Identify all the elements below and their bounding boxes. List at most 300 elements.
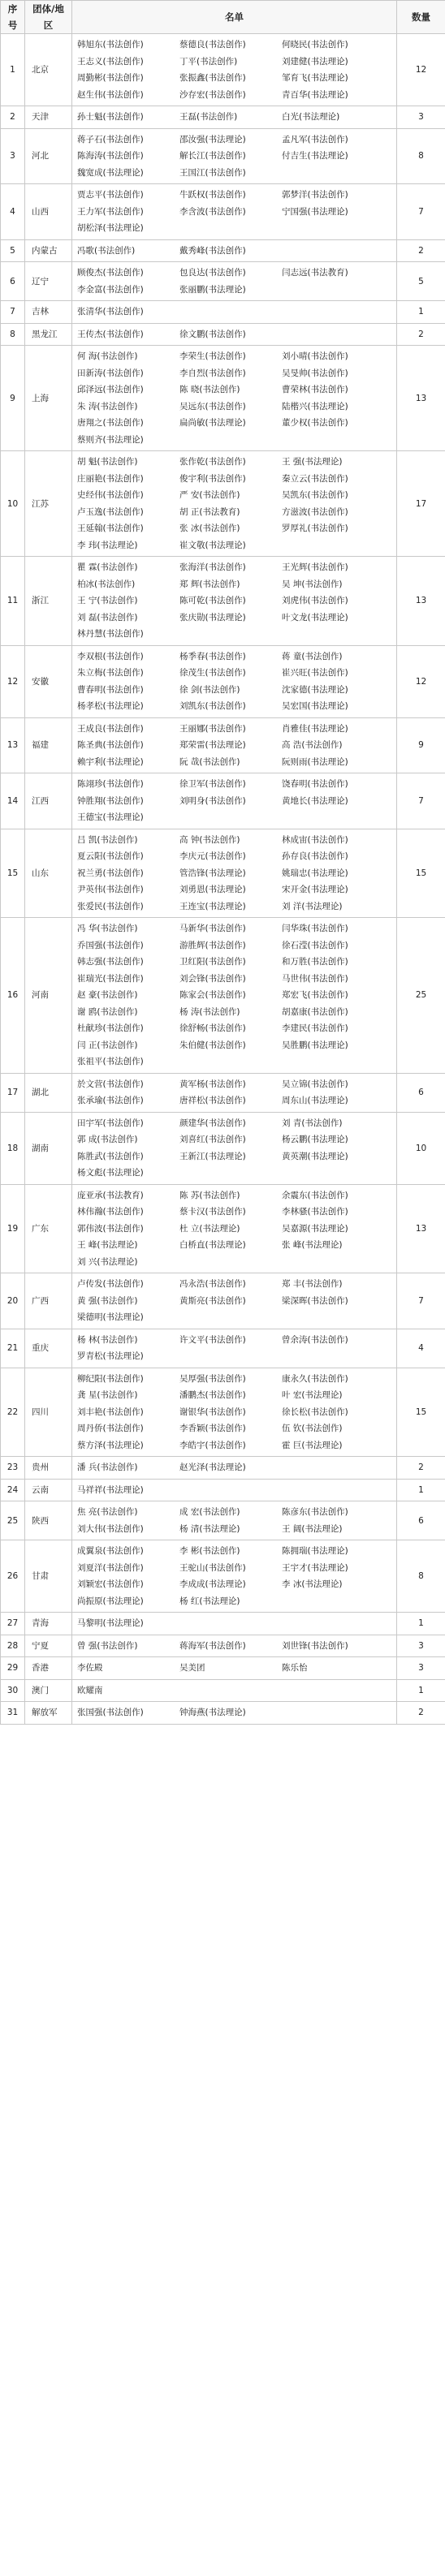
row-count: 3 — [397, 1635, 445, 1657]
member-name: 郭 成(书法创作) — [77, 1135, 138, 1144]
row-count: 1 — [397, 1613, 445, 1635]
table-row — [1, 1540, 445, 1613]
member-name: 卢玉逸(书法创作) — [77, 506, 144, 517]
row-count: 2 — [397, 1702, 445, 1725]
member-name: 陈拥瑞(书法理论) — [282, 1546, 348, 1556]
member-name: 李自烈(书法创作) — [179, 368, 246, 378]
row-count: 2 — [397, 323, 445, 346]
member-name: 白桥直(书法理论) — [179, 1240, 246, 1250]
member-name: 曾余涛(书法创作) — [282, 1334, 348, 1345]
member-name: 刘小晴(书法创作) — [282, 351, 348, 361]
member-name: 张作乾(书法创作) — [179, 457, 246, 467]
member-name: 余震东(书法创作) — [282, 1190, 348, 1200]
member-name: 李庆元(书法创作) — [179, 851, 246, 861]
row-names — [72, 773, 397, 829]
row-number: 30 — [1, 1679, 25, 1702]
row-number: 25 — [1, 1501, 25, 1540]
table-row — [1, 1479, 445, 1501]
row-number: 20 — [1, 1273, 25, 1329]
member-name: 蔡德良(书法创作) — [179, 40, 246, 50]
row-region: 上海 — [25, 346, 72, 451]
row-number: 9 — [1, 346, 25, 451]
row-number: 15 — [1, 829, 25, 918]
member-name: 蔡则齐(书法理论) — [77, 434, 144, 445]
member-name: 叶 宏(书法理论) — [282, 1390, 343, 1400]
row-count: 17 — [397, 451, 445, 557]
member-name: 王丽娜(书法创作) — [179, 723, 246, 734]
row-number: 17 — [1, 1073, 25, 1112]
row-names — [72, 1635, 397, 1657]
row-count: 5 — [397, 262, 445, 301]
member-name: 张丽鹏(书法理论) — [179, 284, 246, 295]
member-name: 乔国强(书法创作) — [77, 940, 144, 950]
row-region: 北京 — [25, 34, 72, 106]
member-name: 董少权(书法创作) — [282, 418, 348, 428]
row-count: 8 — [397, 1540, 445, 1613]
member-name: 杜献珍(书法创作) — [77, 1023, 144, 1033]
row-number: 3 — [1, 128, 25, 184]
member-name: 陈可乾(书法创作) — [179, 596, 246, 605]
member-name: 柏冰(书法创作) — [77, 579, 136, 589]
header-row — [1, 1, 445, 34]
row-region: 湖北 — [25, 1073, 72, 1112]
row-count: 6 — [397, 1501, 445, 1540]
member-name: 冯歌(书法创作) — [77, 245, 136, 256]
member-name: 王成良(书法创作) — [77, 723, 144, 734]
header-region: 团体/地区 — [25, 1, 72, 34]
member-name: 潘鹏杰(书法创作) — [179, 1390, 246, 1400]
row-region: 云南 — [25, 1479, 72, 1501]
row-region: 广西 — [25, 1273, 72, 1329]
member-name: 徐长松(书法创作) — [282, 1406, 348, 1417]
member-name: 谢 鸥(书法创作) — [77, 1006, 138, 1017]
member-name: 王新江(书法理论) — [179, 1151, 246, 1161]
member-name: 杨孝松(书法理论) — [77, 701, 144, 711]
member-name: 钟海燕(书法理论) — [179, 1708, 246, 1717]
row-names — [72, 1679, 397, 1702]
member-name: 赖宇利(书法理论) — [77, 756, 144, 767]
member-name: 陈胜武(书法创作) — [77, 1151, 144, 1161]
member-name: 谢银华(书法创作) — [179, 1406, 246, 1417]
member-name: 马世伟(书法创作) — [282, 973, 348, 984]
member-name: 徐文鹏(书法创作) — [179, 329, 246, 339]
row-names — [72, 346, 397, 451]
member-name: 崔兴旺(书法创作) — [282, 668, 348, 678]
member-name: 成 宏(书法创作) — [179, 1507, 240, 1517]
row-names — [72, 323, 397, 346]
member-name: 张振鑫(书法创作) — [179, 73, 246, 83]
member-name: 杨云鹏(书法理论) — [282, 1135, 348, 1144]
member-name: 卢传发(书法创作) — [77, 1279, 144, 1289]
row-region: 黑龙江 — [25, 323, 72, 346]
member-name: 吴宏国(书法理论) — [282, 701, 348, 711]
member-name: 阮则雨(书法理论) — [282, 756, 348, 767]
table-row — [1, 301, 445, 324]
table-row — [1, 184, 445, 240]
row-number: 18 — [1, 1112, 25, 1184]
member-name: 王 宁(书法创作) — [77, 596, 138, 605]
member-name: 解长江(书法创作) — [179, 151, 246, 161]
member-name: 成翼泉(书法创作) — [77, 1546, 144, 1556]
member-name: 胡嘉康(书法创作) — [282, 1006, 348, 1017]
member-name: 陆楷兴(书法理论) — [282, 401, 348, 411]
member-name: 包良达(书法创作) — [179, 268, 246, 278]
member-name: 赵 豪(书法创作) — [77, 990, 138, 1000]
member-name: 焦 亮(书法创作) — [77, 1507, 138, 1517]
row-count: 1 — [397, 301, 445, 324]
table-row — [1, 34, 445, 106]
member-name: 李双根(书法创作) — [77, 651, 144, 661]
table-row — [1, 773, 445, 829]
member-name: 李 玮(书法理论) — [77, 540, 138, 550]
member-name: 周东山(书法理论) — [282, 1096, 348, 1105]
member-name: 马新华(书法创作) — [179, 924, 246, 933]
row-number: 2 — [1, 106, 25, 129]
member-name: 杜 立(书法理论) — [179, 1223, 240, 1234]
member-name: 蒋子石(书法创作) — [77, 134, 144, 144]
member-name: 蒋 童(书法创作) — [282, 651, 343, 661]
member-name: 钟胜翔(书法创作) — [77, 795, 144, 806]
member-name: 马祥祥(书法理论) — [77, 1484, 144, 1495]
member-name: 丁平(书法创作) — [179, 56, 238, 67]
member-name: 徐卫军(书法创作) — [179, 779, 246, 789]
member-name: 叶文龙(书法理论) — [282, 612, 348, 622]
row-names — [72, 1368, 397, 1457]
member-name: 俊宇利(书法创作) — [179, 473, 246, 484]
row-names — [72, 106, 397, 129]
row-region: 澳门 — [25, 1679, 72, 1702]
member-name: 青百华(书法理论) — [282, 89, 348, 100]
row-region: 天津 — [25, 106, 72, 129]
member-name: 陈乐怡 — [282, 1663, 308, 1673]
member-name: 庞亚承(书法教育) — [77, 1190, 144, 1200]
row-count: 12 — [397, 34, 445, 106]
member-name: 姚瑞忠(书法理论) — [282, 868, 348, 878]
row-names — [72, 1184, 397, 1273]
member-name: 田宇军(书法创作) — [77, 1118, 144, 1128]
member-name: 张国强(书法创作) — [77, 1708, 144, 1717]
member-name: 孙士魁(书法创作) — [77, 112, 144, 122]
table-row — [1, 106, 445, 129]
row-count: 25 — [397, 918, 445, 1074]
table-row — [1, 262, 445, 301]
row-region: 辽宁 — [25, 262, 72, 301]
member-name: 贾志平(书法创作) — [77, 190, 144, 200]
row-count: 8 — [397, 128, 445, 184]
row-number: 26 — [1, 1540, 25, 1613]
row-names — [72, 128, 397, 184]
member-name: 王连宝(书法理论) — [179, 901, 246, 911]
member-name: 蒋海军(书法创作) — [179, 1640, 246, 1651]
member-name: 何晓民(书法创作) — [282, 40, 348, 50]
member-name: 郑 丰(书法创作) — [282, 1279, 343, 1289]
member-name: 高 钟(书法创作) — [179, 834, 240, 845]
row-region: 浙江 — [25, 557, 72, 646]
row-names — [72, 1273, 397, 1329]
member-name: 闫 正(书法创作) — [77, 1040, 138, 1050]
row-number: 16 — [1, 918, 25, 1074]
member-name: 陈 晓(书法创作) — [179, 385, 240, 394]
member-name: 黄英潮(书法理论) — [282, 1151, 348, 1161]
member-name: 李香颖(书法创作) — [179, 1424, 246, 1433]
member-name: 李皓宇(书法创作) — [179, 1440, 246, 1450]
member-name: 饶春明(书法创作) — [282, 779, 348, 789]
member-name: 杨 林(书法创作) — [77, 1334, 138, 1345]
row-region: 山西 — [25, 184, 72, 240]
member-name: 刘 磊(书法创作) — [77, 612, 138, 622]
row-region: 安徽 — [25, 645, 72, 717]
row-number: 13 — [1, 717, 25, 773]
member-name: 尹英伟(书法创作) — [77, 885, 144, 894]
member-name: 和万胜(书法创作) — [282, 957, 348, 967]
header-names: 名单 — [72, 1, 397, 34]
row-number: 11 — [1, 557, 25, 646]
table-row — [1, 1457, 445, 1480]
row-count: 6 — [397, 1073, 445, 1112]
table-row — [1, 717, 445, 773]
member-name: 刘建健(书法理论) — [282, 56, 348, 67]
member-name: 郑荣雷(书法理论) — [179, 740, 246, 750]
row-region: 甘肃 — [25, 1540, 72, 1613]
row-names — [72, 918, 397, 1074]
row-names — [72, 1112, 397, 1184]
member-name: 夏云阳(书法创作) — [77, 851, 144, 861]
member-name: 梁德明(书法理论) — [77, 1312, 144, 1322]
member-name: 朱伯健(书法创作) — [179, 1040, 246, 1050]
member-name: 於文营(书法创作) — [77, 1079, 144, 1089]
row-count: 3 — [397, 106, 445, 129]
member-name: 杨 红(书法理论) — [179, 1596, 240, 1606]
member-name: 刘明身(书法创作) — [179, 795, 246, 806]
member-name: 庄丽艳(书法创作) — [77, 473, 144, 484]
member-name: 卫红阳(书法创作) — [179, 957, 246, 967]
row-region: 陕西 — [25, 1501, 72, 1540]
member-name: 罗青松(书法理论) — [77, 1351, 144, 1361]
row-names — [72, 1329, 397, 1368]
member-name: 刘 洋(书法理论) — [282, 901, 343, 911]
row-names — [72, 1702, 397, 1725]
row-region: 广东 — [25, 1184, 72, 1273]
row-names — [72, 1540, 397, 1613]
member-name: 瞿 霖(书法创作) — [77, 562, 138, 572]
row-count: 13 — [397, 346, 445, 451]
member-name: 胡松泽(书法理论) — [77, 223, 144, 233]
member-name: 郭伟波(书法创作) — [77, 1223, 144, 1234]
member-name: 史经伟(书法创作) — [77, 490, 144, 500]
table-row — [1, 829, 445, 918]
member-name: 吴嘉源(书法理论) — [282, 1223, 348, 1234]
member-name: 周勤彬(书法创作) — [77, 73, 144, 83]
member-name: 王驼山(书法创作) — [179, 1562, 246, 1573]
member-name: 王宇才(书法理论) — [282, 1562, 348, 1573]
member-name: 冯永浩(书法创作) — [179, 1279, 246, 1289]
member-name: 胡 正(书法教育) — [179, 506, 240, 517]
row-count: 10 — [397, 1112, 445, 1184]
member-name: 马黎明(书法理论) — [77, 1618, 144, 1628]
member-name: 吴立锦(书法创作) — [282, 1079, 348, 1089]
table-row — [1, 1702, 445, 1725]
member-name: 陈海涛(书法创作) — [77, 151, 144, 161]
member-name: 方滋波(书法创作) — [282, 506, 348, 517]
row-names — [72, 645, 397, 717]
member-name: 王光辉(书法创作) — [282, 562, 348, 572]
row-names — [72, 717, 397, 773]
row-region: 河南 — [25, 918, 72, 1074]
row-region: 山东 — [25, 829, 72, 918]
member-name: 伍 钦(书法创作) — [282, 1424, 343, 1433]
row-count: 7 — [397, 773, 445, 829]
member-name: 刘夏洋(书法创作) — [77, 1562, 144, 1573]
member-name: 林伟瀚(书法创作) — [77, 1207, 144, 1217]
member-name: 孙存良(书法创作) — [282, 851, 348, 861]
member-name: 刘丰艳(书法创作) — [77, 1406, 144, 1417]
row-region: 重庆 — [25, 1329, 72, 1368]
member-name: 赵光泽(书法理论) — [179, 1462, 246, 1472]
row-names — [72, 239, 397, 262]
row-count: 12 — [397, 645, 445, 717]
member-name: 顾俊杰(书法创作) — [77, 268, 144, 278]
member-name: 张 冰(书法创作) — [179, 523, 240, 533]
member-name: 陈彦东(书法创作) — [282, 1507, 348, 1517]
member-name: 蔡方泽(书法理论) — [77, 1440, 144, 1450]
row-region: 河北 — [25, 128, 72, 184]
member-name: 李建民(书法创作) — [282, 1023, 348, 1033]
member-name: 李 彬(书法创作) — [179, 1546, 240, 1556]
row-region: 宁夏 — [25, 1635, 72, 1657]
member-name: 陈家会(书法创作) — [179, 990, 246, 1000]
member-name: 李林骚(书法创作) — [282, 1207, 348, 1217]
row-region: 江苏 — [25, 451, 72, 557]
member-name: 胡 魁(书法创作) — [77, 457, 138, 467]
member-name: 冯 华(书法创作) — [77, 924, 138, 933]
member-name: 王磊(书法创作) — [179, 112, 238, 122]
member-name: 尚振原(书法理论) — [77, 1596, 144, 1606]
member-name: 张庆勋(书法理论) — [179, 612, 246, 622]
row-number: 28 — [1, 1635, 25, 1657]
member-name: 李荣生(书法创作) — [179, 351, 246, 361]
row-number: 29 — [1, 1657, 25, 1680]
member-name: 王力军(书法创作) — [77, 206, 144, 217]
member-name: 李含波(书法创作) — [179, 206, 246, 217]
row-count: 15 — [397, 829, 445, 918]
member-name: 吴 坤(书法创作) — [282, 579, 343, 589]
table-row — [1, 1368, 445, 1457]
member-name: 王国江(书法创作) — [179, 167, 246, 178]
member-name: 孟凡军(书法创作) — [282, 134, 348, 144]
member-name: 林成宙(书法创作) — [282, 834, 348, 845]
member-name: 刘世锋(书法创作) — [282, 1640, 348, 1651]
row-number: 1 — [1, 34, 25, 106]
member-name: 杨季春(书法创作) — [179, 651, 246, 661]
member-name: 张清华(书法创作) — [77, 307, 144, 317]
row-count: 9 — [397, 717, 445, 773]
row-number: 10 — [1, 451, 25, 557]
header-no: 序号 — [1, 1, 25, 34]
row-number: 12 — [1, 645, 25, 717]
member-name: 闫志远(书法教育) — [282, 268, 348, 278]
member-name: 潘 兵(书法创作) — [77, 1462, 138, 1472]
member-name: 高 浩(书法创作) — [282, 740, 343, 750]
row-number: 6 — [1, 262, 25, 301]
row-region: 解放军 — [25, 1702, 72, 1725]
table-row — [1, 1501, 445, 1540]
member-name: 崔瑞光(书法创作) — [77, 973, 144, 984]
member-name: 刘颖宏(书法创作) — [77, 1579, 144, 1589]
row-count: 7 — [397, 184, 445, 240]
row-number: 19 — [1, 1184, 25, 1273]
member-name: 韩旭东(书法创作) — [77, 40, 144, 50]
row-names — [72, 451, 397, 557]
member-name: 周丹侨(书法创作) — [77, 1424, 144, 1433]
row-region: 内蒙古 — [25, 239, 72, 262]
table-row — [1, 918, 445, 1074]
member-name: 肖雅佳(书法理论) — [282, 723, 348, 734]
member-name: 白光(书法理论) — [282, 112, 340, 122]
member-name: 陈翊珍(书法创作) — [77, 779, 144, 789]
row-number: 24 — [1, 1479, 25, 1501]
row-count: 1 — [397, 1479, 445, 1501]
row-count: 7 — [397, 1273, 445, 1329]
member-name: 李 冰(书法理论) — [282, 1579, 343, 1589]
member-name: 张承瑜(书法创作) — [77, 1096, 144, 1105]
row-count: 13 — [397, 1184, 445, 1273]
member-name: 何 海(书法创作) — [77, 351, 138, 361]
member-name: 崔文敬(书法理论) — [179, 540, 246, 550]
member-name: 曾 强(书法创作) — [77, 1640, 138, 1651]
table-row — [1, 1635, 445, 1657]
table-body — [1, 34, 445, 1725]
member-name: 朱立梅(书法创作) — [77, 668, 144, 678]
member-name: 王 强(书法理论) — [282, 457, 343, 467]
member-name: 张海洋(书法创作) — [179, 562, 246, 572]
member-name: 黄 强(书法创作) — [77, 1295, 138, 1306]
member-name: 颜建华(书法创作) — [179, 1118, 246, 1128]
member-name: 吴厚强(书法创作) — [179, 1373, 246, 1384]
member-name: 刘会锋(书法创作) — [179, 973, 246, 984]
member-name: 王志义(书法创作) — [77, 56, 144, 67]
member-name: 郑 辉(书法创作) — [179, 579, 240, 589]
member-name: 管浩锋(书法理论) — [179, 868, 246, 878]
member-name: 王 阔(书法理论) — [282, 1523, 343, 1534]
row-count: 4 — [397, 1329, 445, 1368]
table-row — [1, 239, 445, 262]
member-name: 徐石滢(书法创作) — [282, 940, 348, 950]
row-names — [72, 829, 397, 918]
member-name: 邹育飞(书法理论) — [282, 73, 348, 83]
table-row — [1, 1679, 445, 1702]
table-row — [1, 323, 445, 346]
member-name: 曹荣林(书法创作) — [282, 385, 348, 394]
row-names — [72, 34, 397, 106]
row-count: 13 — [397, 557, 445, 646]
member-name: 唐祥松(书法创作) — [179, 1096, 246, 1105]
table-row — [1, 1657, 445, 1680]
row-region: 吉林 — [25, 301, 72, 324]
member-name: 韩志强(书法创作) — [77, 957, 144, 967]
member-name: 秦立云(书法创作) — [282, 473, 348, 484]
member-name: 阮 哉(书法创作) — [179, 756, 240, 767]
member-name: 朱 涛(书法创作) — [77, 401, 138, 411]
member-name: 游胜辉(书法创作) — [179, 940, 246, 950]
member-name: 张祖平(书法创作) — [77, 1057, 144, 1066]
table-row — [1, 557, 445, 646]
member-name: 刘喜红(书法创作) — [179, 1135, 246, 1144]
member-name: 刘凯东(书法创作) — [179, 701, 246, 711]
table-row — [1, 1273, 445, 1329]
member-name: 戴秀峰(书法创作) — [179, 245, 246, 256]
member-name: 吴凯东(书法创作) — [282, 490, 348, 500]
member-name: 徐 剑(书法创作) — [179, 684, 240, 695]
